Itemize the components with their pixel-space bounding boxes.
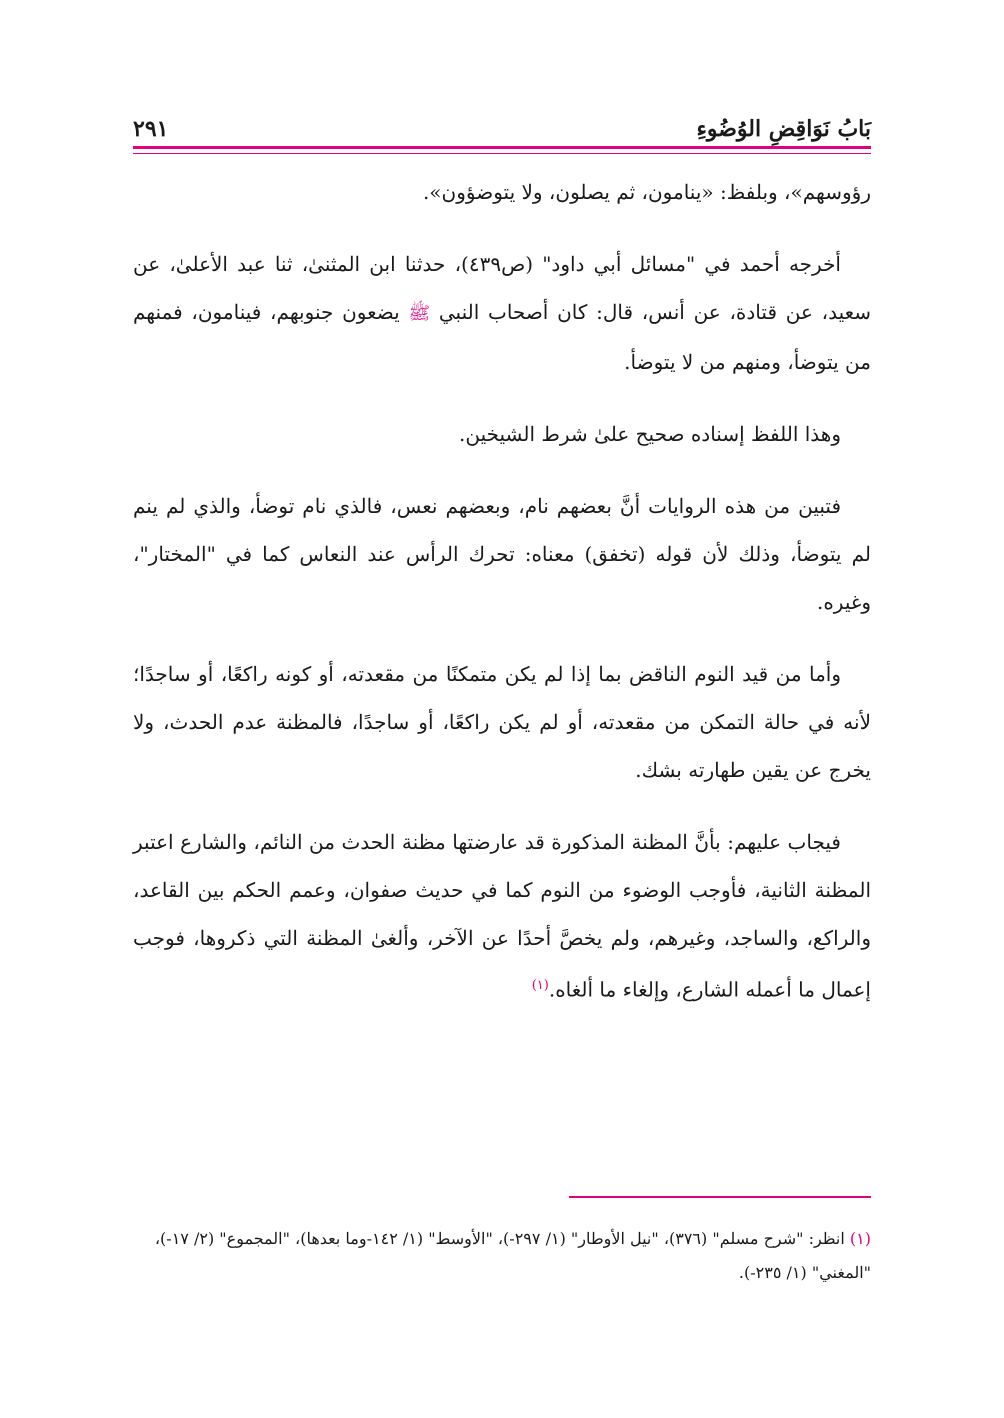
honorific-glyph: ﷺ: [408, 303, 431, 324]
footnote: [133, 1222, 871, 1290]
paragraph-text: وهذا اللفظ إسناده صحيح علىٰ شرط الشيخين.: [458, 422, 841, 446]
paragraph-text: فتبين من هذه الروايات أنَّ بعضهم نام، وبعضهم نعس، فالذي نام توضأ، والذي لم ينم لم يتوضأ، وذلك لأن قوله (تخفق) معناه: تحرك الرأس عند النعاس كما في "المختار"، وغيره.: [133, 494, 871, 614]
paragraph-text: فيجاب عليهم: بأنَّ المظنة المذكورة قد عارضتها مظنة الحدث من النائم، والشارع اعتبر المظنة الثانية، فأوجب الوضوء من النوم كما في حديث صفوان، وعمم الحكم بين القاعد، والراكع، والساجد، وغيرهم، ولم يخصَّ أحدًا عن الآخر، وألغىٰ المظنة التي ذكروها، فوجب إعمال ما أعمله الشارع، وإلغاء ما ألغاه.: [133, 830, 871, 1002]
paragraph: [133, 818, 871, 1014]
paragraph: [133, 410, 871, 458]
header-rule-thick: [133, 146, 871, 149]
footnote-marker: (١): [849, 1229, 871, 1248]
paragraph: [133, 482, 871, 626]
page-header: [133, 100, 871, 144]
paragraph-text: رؤوسهم»، وبلفظ: «ينامون، ثم يصلون، ولا يتوضؤون».: [422, 180, 871, 204]
paragraph-text: يضعون جنوبهم، فينامون، فمنهم من يتوضأ، ومنهم من لا يتوضأ.: [133, 300, 871, 374]
footnotes: [133, 1222, 871, 1290]
chapter-title: بَابُ نَوَاقِضِ الوُضُوءِ: [696, 116, 871, 142]
page-number: ٢٩١: [133, 116, 169, 142]
footnote-text: انظر: "شرح مسلم" (٣٧٦)، "نيل الأوطار" (١/ ٢٩٧-)، "الأوسط" (١/ ١٤٢-وما بعدها)، "المجموع" (٢/ ١٧-)، "المغني" (١/ ٢٣٥-).: [154, 1229, 871, 1282]
footnote-separator: [569, 1196, 871, 1198]
paragraph-text: وأما من قيد النوم الناقض بما إذا لم يكن متمكنًا من مقعدته، أو كونه راكعًا، أو ساجدًا؛ لأنه في حالة التمكن من مقعدته، أو لم يكن راكعًا، أو ساجدًا، فالمظنة عدم الحدث، ولا يخرج عن يقين طهارته بشك.: [133, 662, 871, 782]
paragraph: [133, 240, 871, 386]
paragraph: [133, 168, 871, 216]
paragraph-text: أخرجه أحمد في "مسائل أبي داود" (ص٤٣٩)، حدثنا ابن المثنىٰ، ثنا عبد الأعلىٰ، عن سعيد، عن قتادة، عن أنس، قال: كان أصحاب النبي: [133, 252, 872, 324]
paragraph: [133, 650, 871, 794]
main-text: [133, 168, 871, 1014]
header-rule-thin: [133, 153, 871, 154]
footnote-reference[interactable]: (١): [531, 978, 549, 993]
